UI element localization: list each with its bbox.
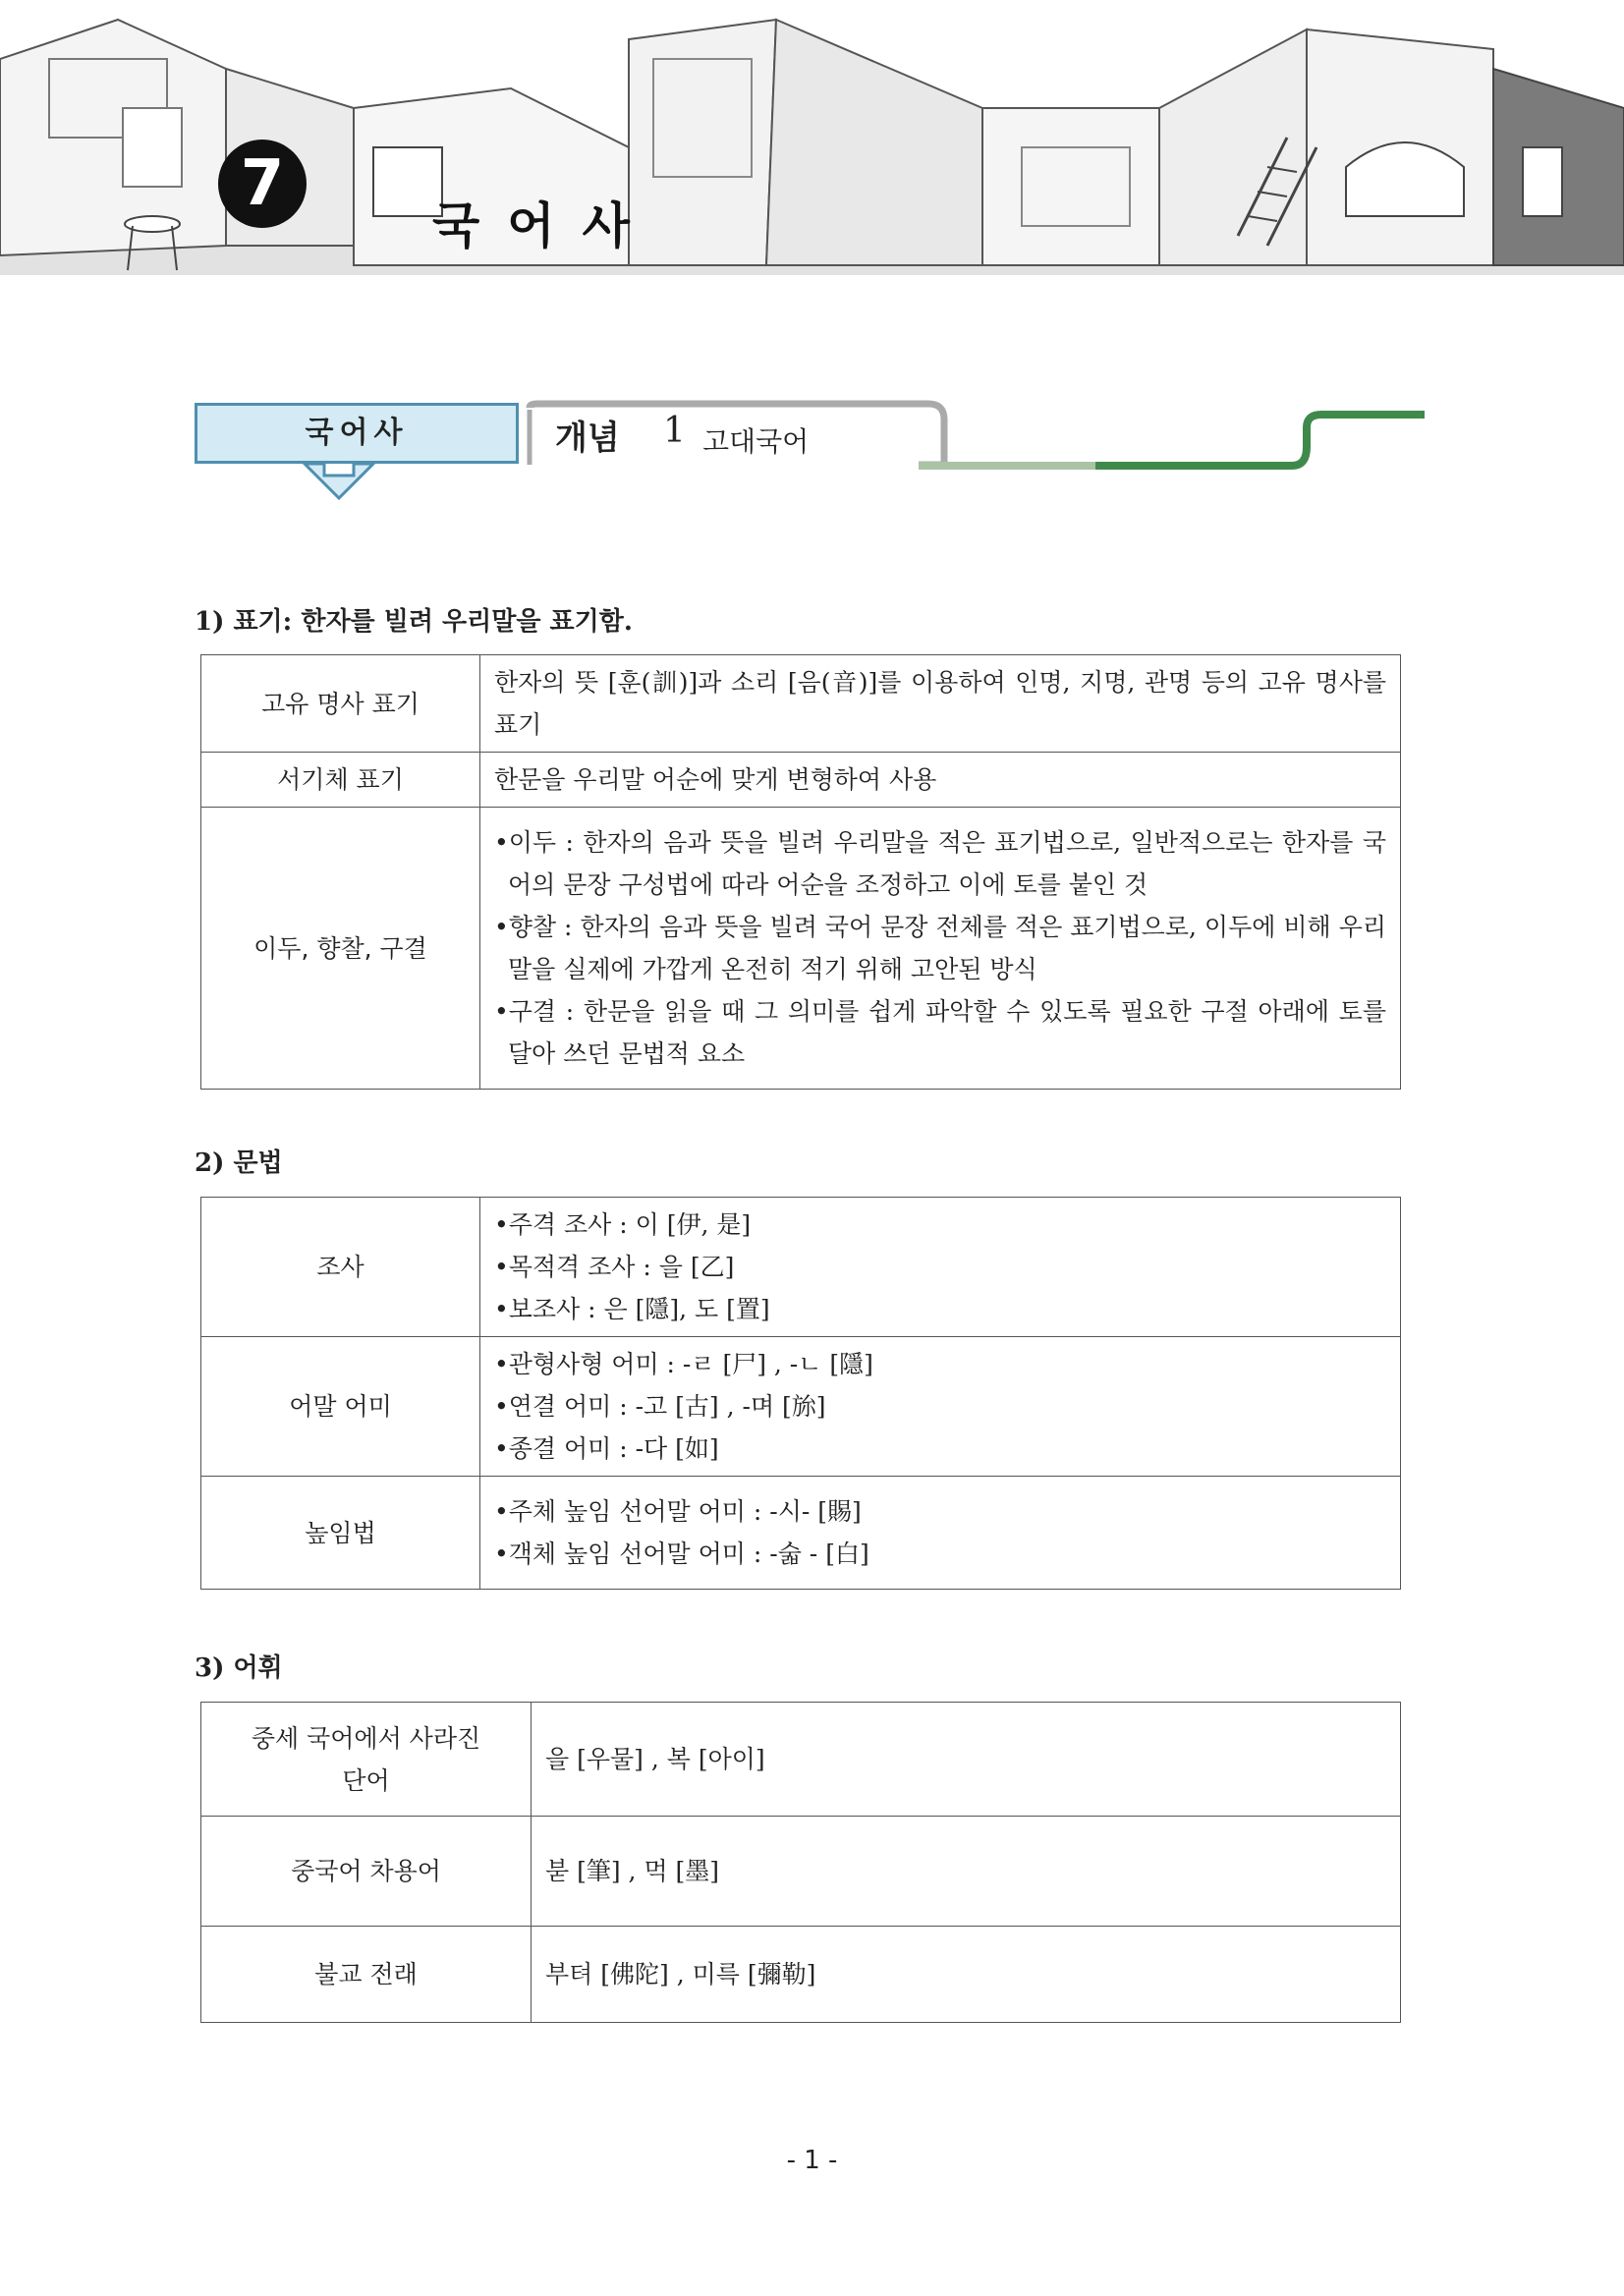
table-row — [201, 753, 1401, 808]
table-row — [201, 1198, 1401, 1337]
table-row — [201, 1927, 1401, 2023]
bullet-item: •목적격 조사 : 을 [乙] — [494, 1253, 735, 1281]
row-key: 불교 전래 — [201, 1927, 532, 2023]
bullet-item: •종결 어미 : -다 [如] — [494, 1434, 719, 1463]
bullet-item: •관형사형 어미 : -ㄹ [尸] , -ㄴ [隱] — [494, 1350, 873, 1378]
chapter-title: 국어사 — [432, 197, 657, 254]
row-key: 중국어 차용어 — [201, 1817, 532, 1927]
bullet-item: •주체 높임 선어말 어미 : -시- [賜] — [494, 1497, 862, 1526]
table-row — [201, 1817, 1401, 1927]
concept-number: 1 — [663, 411, 686, 451]
decorative-line — [919, 403, 1429, 474]
row-key: 조사 — [201, 1198, 480, 1337]
section-heading: 1) 표기: 한자를 빌려 우리말을 표기함. — [195, 607, 633, 637]
header-illustration — [0, 0, 1624, 275]
table-row — [201, 1703, 1401, 1817]
bullet-item: •구결 : 한문을 읽을 때 그 의미를 쉽게 파악할 수 있도록 필요한 구절 아래에 토를 달아 쓰던 문법적 요소 — [494, 997, 1386, 1068]
row-value: 붇 [筆] , 먹 [墨] — [532, 1817, 1401, 1927]
row-value: 한자의 뜻 [훈(訓)]과 소리 [음(音)]를 이용하여 인명, 지명, 관명 등의 고유 명사를 표기 — [480, 655, 1401, 753]
down-arrow-icon — [300, 464, 378, 503]
table-grammar — [200, 1197, 1401, 1590]
concept-label: 개념 — [555, 419, 620, 458]
section-heading: 2) 문법 — [195, 1148, 283, 1178]
row-value: 한문을 우리말 어순에 맞게 변형하여 사용 — [480, 753, 1401, 808]
row-key: 중세 국어에서 사라진 단어 — [201, 1703, 532, 1817]
bullet-item: •연결 어미 : -고 [古] , -며 [旀] — [494, 1392, 826, 1421]
page-number: - 1 - — [786, 2146, 838, 2175]
table-row — [201, 1337, 1401, 1477]
concept-name: 고대국어 — [702, 425, 810, 458]
bullet-item: •주격 조사 : 이 [伊, 是] — [494, 1210, 752, 1239]
row-key: 높임법 — [201, 1477, 480, 1590]
section-tag: 국어사 — [195, 403, 519, 464]
bullet-item: •객체 높임 선어말 어미 : -숣 - [白] — [494, 1540, 869, 1568]
table-row — [201, 655, 1401, 753]
chapter-number-badge: 7 — [218, 140, 307, 228]
row-key: 서기체 표기 — [201, 753, 480, 808]
row-key: 이두, 향찰, 구결 — [201, 808, 480, 1090]
table-row — [201, 808, 1401, 1090]
bullet-item: •이두 : 한자의 음과 뜻을 빌려 우리말을 적은 표기법으로, 일반적으로는 한자를 국어의 문장 구성법에 따라 어순을 조정하고 이에 토를 붙인 것 — [494, 828, 1386, 899]
bullet-item: •향찰 : 한자의 음과 뜻을 빌려 국어 문장 전체를 적은 표기법으로, 이두에 비해 우리말을 실제에 가깝게 온전히 적기 위해 고안된 방식 — [494, 913, 1386, 983]
row-key: 어말 어미 — [201, 1337, 480, 1477]
row-key: 고유 명사 표기 — [201, 655, 480, 753]
row-value: 을 [우물] , 복 [아이] — [532, 1703, 1401, 1817]
table-writing — [200, 654, 1401, 1090]
bullet-item: •보조사 : 은 [隱], 도 [置] — [494, 1295, 770, 1323]
table-row — [201, 1477, 1401, 1590]
row-value: 부텨 [佛陀] , 미륵 [彌勒] — [532, 1927, 1401, 2023]
table-vocabulary — [200, 1702, 1401, 2023]
section-heading: 3) 어휘 — [195, 1653, 283, 1683]
